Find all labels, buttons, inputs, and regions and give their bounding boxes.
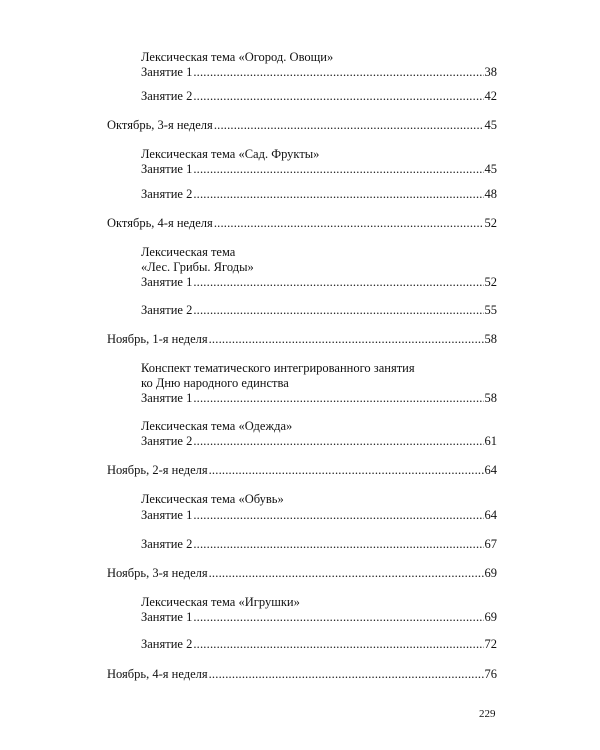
topic-heading: Лексическая тема «Огород. Овощи» <box>141 50 334 64</box>
toc-week-entry[interactable] <box>107 463 497 478</box>
dot-leader <box>193 434 483 449</box>
toc-entry[interactable] <box>141 391 497 406</box>
entry-page: 55 <box>484 303 497 317</box>
topic-heading-cont: «Лес. Грибы. Ягоды» <box>141 260 254 274</box>
entry-page: 72 <box>484 637 497 651</box>
topic-heading: Лексическая тема «Одежда» <box>141 419 293 433</box>
entry-page: 69 <box>484 610 497 624</box>
entry-page: 58 <box>484 391 497 405</box>
entry-label: Занятие 2 <box>141 303 193 317</box>
entry-label: Занятие 1 <box>141 508 193 522</box>
week-label: Ноябрь, 1-я неделя <box>107 332 208 346</box>
week-page: 64 <box>484 463 497 477</box>
entry-page: 38 <box>484 65 497 79</box>
topic-heading: Лексическая тема «Сад. Фрукты» <box>141 147 320 161</box>
entry-page: 67 <box>484 537 497 551</box>
toc-week-entry[interactable] <box>107 332 497 347</box>
week-page: 69 <box>484 566 497 580</box>
toc-entry[interactable] <box>141 637 497 652</box>
topic-heading: Лексическая тема «Обувь» <box>141 492 284 506</box>
toc-entry[interactable] <box>141 89 497 104</box>
dot-leader <box>193 637 483 652</box>
dot-leader <box>209 566 484 581</box>
week-label: Ноябрь, 4-я неделя <box>107 667 208 681</box>
toc-week-entry[interactable] <box>107 216 497 231</box>
entry-page: 64 <box>484 508 497 522</box>
entry-label: Занятие 2 <box>141 434 193 448</box>
dot-leader <box>193 275 483 290</box>
week-page: 58 <box>484 332 497 346</box>
entry-page: 42 <box>484 89 497 103</box>
dot-leader <box>209 667 484 682</box>
entry-page: 52 <box>484 275 497 289</box>
entry-page: 61 <box>484 434 497 448</box>
dot-leader <box>193 303 483 318</box>
week-label: Октябрь, 4-я неделя <box>107 216 213 230</box>
dot-leader <box>209 463 484 478</box>
page-number: 229 <box>479 708 496 720</box>
week-label: Ноябрь, 2-я неделя <box>107 463 208 477</box>
dot-leader <box>193 187 483 202</box>
dot-leader <box>209 332 484 347</box>
week-page: 52 <box>484 216 497 230</box>
entry-label: Занятие 2 <box>141 187 193 201</box>
dot-leader <box>193 89 483 104</box>
entry-label: Занятие 2 <box>141 537 193 551</box>
topic-heading: Конспект тематического интегрированного занятия <box>141 361 415 375</box>
toc-week-entry[interactable] <box>107 667 497 682</box>
week-label: Октябрь, 3-я неделя <box>107 118 213 132</box>
entry-label: Занятие 1 <box>141 610 193 624</box>
dot-leader <box>193 65 483 80</box>
entry-page: 45 <box>484 162 497 176</box>
dot-leader <box>193 610 483 625</box>
toc-entry[interactable] <box>141 187 497 202</box>
topic-heading: Лексическая тема <box>141 245 236 259</box>
topic-heading: Лексическая тема «Игрушки» <box>141 595 300 609</box>
toc-week-entry[interactable] <box>107 118 497 133</box>
entry-label: Занятие 1 <box>141 65 193 79</box>
toc-entry[interactable] <box>141 508 497 523</box>
entry-label: Занятие 2 <box>141 89 193 103</box>
dot-leader <box>193 508 483 523</box>
week-label: Ноябрь, 3-я неделя <box>107 566 208 580</box>
toc-entry[interactable] <box>141 610 497 625</box>
toc-entry[interactable] <box>141 162 497 177</box>
dot-leader <box>214 216 484 231</box>
toc-entry[interactable] <box>141 275 497 290</box>
week-page: 45 <box>484 118 497 132</box>
entry-label: Занятие 1 <box>141 275 193 289</box>
entry-label: Занятие 1 <box>141 391 193 405</box>
toc-entry[interactable] <box>141 303 497 318</box>
topic-heading-cont: ко Дню народного единства <box>141 376 289 390</box>
toc-entry[interactable] <box>141 65 497 80</box>
entry-label: Занятие 2 <box>141 637 193 651</box>
toc-entry[interactable] <box>141 537 497 552</box>
week-page: 76 <box>484 667 497 681</box>
entry-page: 48 <box>484 187 497 201</box>
dot-leader <box>193 391 483 406</box>
dot-leader <box>193 162 483 177</box>
dot-leader <box>193 537 483 552</box>
toc-week-entry[interactable] <box>107 566 497 581</box>
entry-label: Занятие 1 <box>141 162 193 176</box>
dot-leader <box>214 118 484 133</box>
toc-entry[interactable] <box>141 434 497 449</box>
